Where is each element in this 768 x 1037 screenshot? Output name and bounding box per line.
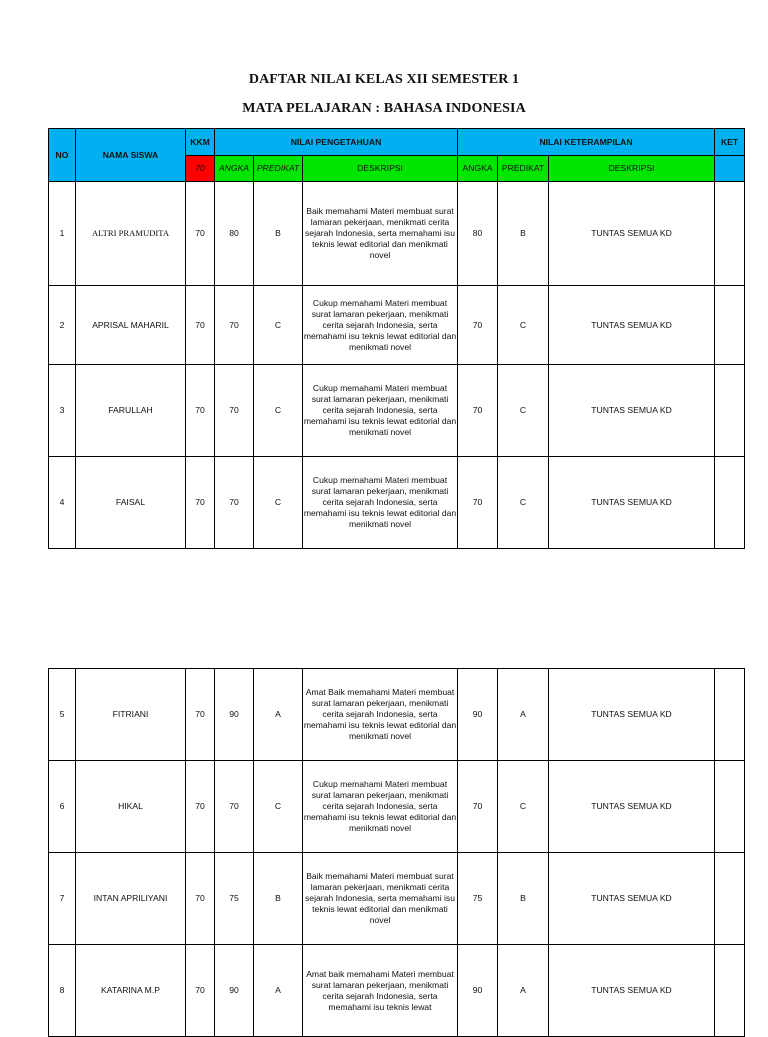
student-kkm: 70 [186, 945, 215, 1037]
subheader-deskripsi-pengetahuan: DESKRIPSI [303, 156, 458, 182]
keterangan [715, 182, 745, 286]
header-no: NO [49, 129, 76, 182]
deskripsi-pengetahuan: Amat baik memahami Materi membuat surat lamaran pekerjaan, menikmati cerita sejarah Indonesia, serta memahami isu teknis lewat [303, 945, 458, 1037]
predikat-keterampilan: C [498, 761, 549, 853]
predikat-pengetahuan: B [254, 182, 303, 286]
subheader-ket-blank [715, 156, 745, 182]
student-name: ALTRI PRAMUDITA [76, 182, 186, 286]
table-row [49, 669, 745, 761]
deskripsi-keterampilan: TUNTAS SEMUA KD [549, 182, 715, 286]
table-row [49, 457, 745, 549]
angka-keterampilan: 75 [458, 853, 498, 945]
student-name: FARULLAH [76, 365, 186, 457]
predikat-keterampilan: B [498, 853, 549, 945]
angka-pengetahuan: 80 [215, 182, 254, 286]
header-nilai-keterampilan: NILAI KETERAMPILAN [458, 129, 715, 156]
student-name: FAISAL [76, 457, 186, 549]
predikat-pengetahuan: C [254, 286, 303, 365]
student-no: 7 [49, 853, 76, 945]
table-row [49, 761, 745, 853]
angka-pengetahuan: 70 [215, 457, 254, 549]
table-row [49, 945, 745, 1037]
angka-keterampilan: 70 [458, 286, 498, 365]
student-no: 3 [49, 365, 76, 457]
subheader-predikat-pengetahuan: PREDIKAT [254, 156, 303, 182]
predikat-keterampilan: C [498, 286, 549, 365]
header-kkm: KKM [186, 129, 215, 156]
angka-pengetahuan: 70 [215, 761, 254, 853]
student-name: INTAN APRILIYANI [76, 853, 186, 945]
angka-keterampilan: 70 [458, 761, 498, 853]
deskripsi-pengetahuan: Amat Baik memahami Materi membuat surat lamaran pekerjaan, menikmati cerita sejarah Indonesia, serta memahami isu teknis lewat editorial dan menikmati novel [303, 669, 458, 761]
keterangan [715, 669, 745, 761]
deskripsi-pengetahuan: Cukup memahami Materi membuat surat lamaran pekerjaan, menikmati cerita sejarah Indonesia, serta memahami isu teknis lewat editorial dan menikmati novel [303, 365, 458, 457]
document-title: DAFTAR NILAI KELAS XII SEMESTER 1 [248, 72, 520, 87]
predikat-keterampilan: A [498, 945, 549, 1037]
student-no: 1 [49, 182, 76, 286]
predikat-pengetahuan: A [254, 945, 303, 1037]
predikat-pengetahuan: C [254, 761, 303, 853]
predikat-pengetahuan: A [254, 669, 303, 761]
deskripsi-pengetahuan: Cukup memahami Materi membuat surat lamaran pekerjaan, menikmati cerita sejarah Indonesia, serta memahami isu teknis lewat editorial dan menikmati novel [303, 286, 458, 365]
student-kkm: 70 [186, 182, 215, 286]
student-name: KATARINA M.P [76, 945, 186, 1037]
subheader-deskripsi-keterampilan: DESKRIPSI [549, 156, 715, 182]
keterangan [715, 853, 745, 945]
deskripsi-pengetahuan: Cukup memahami Materi membuat surat lamaran pekerjaan, menikmati cerita sejarah Indonesia, serta memahami isu teknis lewat editorial dan menikmati novel [303, 457, 458, 549]
grades-table-page-2 [48, 668, 745, 1037]
angka-keterampilan: 70 [458, 457, 498, 549]
deskripsi-keterampilan: TUNTAS SEMUA KD [549, 853, 715, 945]
student-no: 8 [49, 945, 76, 1037]
predikat-keterampilan: C [498, 365, 549, 457]
table-row [49, 365, 745, 457]
angka-pengetahuan: 75 [215, 853, 254, 945]
deskripsi-keterampilan: TUNTAS SEMUA KD [549, 669, 715, 761]
keterangan [715, 945, 745, 1037]
predikat-pengetahuan: B [254, 853, 303, 945]
header-ket: KET [715, 129, 745, 156]
deskripsi-keterampilan: TUNTAS SEMUA KD [549, 761, 715, 853]
header-nilai-pengetahuan: NILAI PENGETAHUAN [215, 129, 458, 156]
student-kkm: 70 [186, 669, 215, 761]
predikat-keterampilan: B [498, 182, 549, 286]
predikat-pengetahuan: C [254, 457, 303, 549]
student-no: 2 [49, 286, 76, 365]
student-kkm: 70 [186, 457, 215, 549]
table-row [49, 286, 745, 365]
angka-pengetahuan: 90 [215, 945, 254, 1037]
subheader-angka-pengetahuan: ANGKA [215, 156, 254, 182]
student-no: 6 [49, 761, 76, 853]
student-kkm: 70 [186, 853, 215, 945]
predikat-keterampilan: C [498, 457, 549, 549]
kkm-threshold-cell: 70 [186, 156, 215, 182]
deskripsi-pengetahuan: Cukup memahami Materi membuat surat lamaran pekerjaan, menikmati cerita sejarah Indonesia, serta memahami isu teknis lewat editorial dan menikmati novel [303, 761, 458, 853]
predikat-pengetahuan: C [254, 365, 303, 457]
angka-pengetahuan: 70 [215, 286, 254, 365]
table-row [49, 182, 745, 286]
student-no: 5 [49, 669, 76, 761]
angka-keterampilan: 80 [458, 182, 498, 286]
deskripsi-keterampilan: TUNTAS SEMUA KD [549, 945, 715, 1037]
subheader-predikat-keterampilan: PREDIKAT [498, 156, 549, 182]
predikat-keterampilan: A [498, 669, 549, 761]
deskripsi-pengetahuan: Baik memahami Materi membuat surat lamaran pekerjaan, menikmati cerita sejarah Indonesia, serta memahami isu teknis lewat editorial dan menikmati novel [303, 182, 458, 286]
keterangan [715, 286, 745, 365]
deskripsi-keterampilan: TUNTAS SEMUA KD [549, 457, 715, 549]
angka-keterampilan: 90 [458, 945, 498, 1037]
grades-table-page-1 [48, 128, 745, 549]
angka-keterampilan: 70 [458, 365, 498, 457]
student-kkm: 70 [186, 365, 215, 457]
deskripsi-pengetahuan: Baik memahami Materi membuat surat lamaran pekerjaan, menikmati cerita sejarah Indonesia, serta memahami isu teknis lewat editorial dan menikmati novel [303, 853, 458, 945]
subheader-angka-keterampilan: ANGKA [458, 156, 498, 182]
student-name: APRISAL MAHARIL [76, 286, 186, 365]
student-kkm: 70 [186, 286, 215, 365]
deskripsi-keterampilan: TUNTAS SEMUA KD [549, 365, 715, 457]
deskripsi-keterampilan: TUNTAS SEMUA KD [549, 286, 715, 365]
keterangan [715, 457, 745, 549]
keterangan [715, 761, 745, 853]
student-name: FITRIANI [76, 669, 186, 761]
student-no: 4 [49, 457, 76, 549]
student-kkm: 70 [186, 761, 215, 853]
student-name: HIKAL [76, 761, 186, 853]
angka-pengetahuan: 70 [215, 365, 254, 457]
angka-pengetahuan: 90 [215, 669, 254, 761]
angka-keterampilan: 90 [458, 669, 498, 761]
table-row [49, 853, 745, 945]
document-subtitle: MATA PELAJARAN : BAHASA INDONESIA [242, 101, 526, 116]
header-nama-siswa: NAMA SISWA [76, 129, 186, 182]
keterangan [715, 365, 745, 457]
